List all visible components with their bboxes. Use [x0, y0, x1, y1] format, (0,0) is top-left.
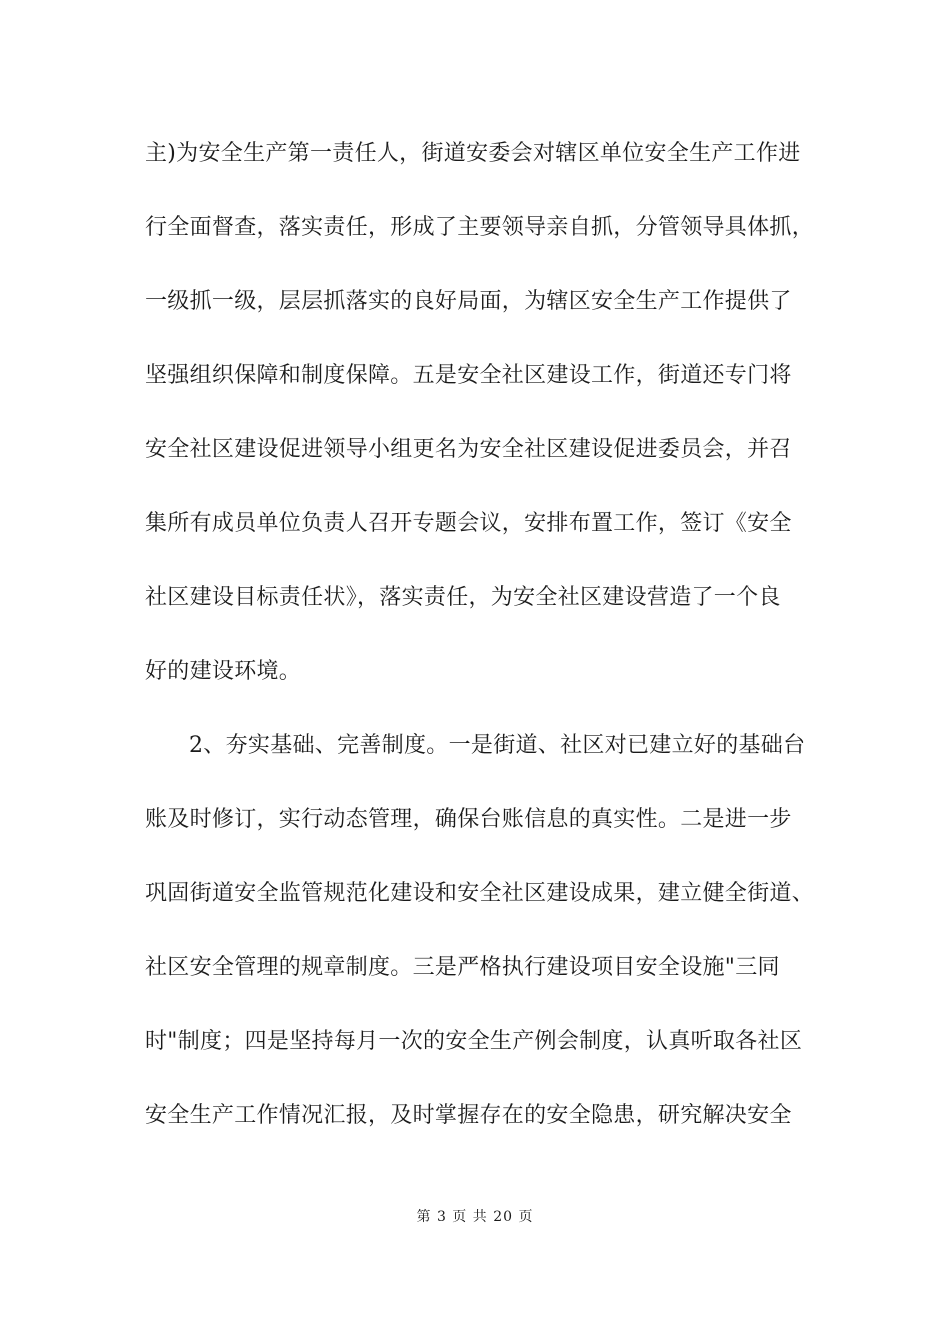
text-line: 一级抓一级，层层抓落实的良好局面，为辖区安全生产工作提供了: [145, 289, 792, 314]
text-line: 时"制度；四是坚持每月一次的安全生产例会制度，认真听取各社区: [145, 1029, 803, 1054]
text-line: 社区安全管理的规章制度。三是严格执行建设项目安全设施"三同: [145, 955, 780, 980]
text-line: 巩固街道安全监管规范化建设和安全社区建设成果，建立健全街道、: [145, 881, 815, 906]
text-line: 账及时修订，实行动态管理，确保台账信息的真实性。二是进一步: [145, 807, 792, 832]
text-line: 好的建设环境。: [145, 659, 302, 684]
text-line: 安全社区建设促进领导小组更名为安全社区建设促进委员会，并召: [145, 437, 792, 462]
paragraph-first-line: 2、夯实基础、完善制度。一是街道、社区对已建立好的基础台: [189, 733, 806, 758]
text-line: 社区建设目标责任状》，落实责任，为安全社区建设营造了一个良: [145, 585, 781, 610]
text-line: 行全面督查，落实责任，形成了主要领导亲自抓，分管领导具体抓，: [145, 215, 815, 240]
text-line: 坚强组织保障和制度保障。五是安全社区建设工作，街道还专门将: [145, 363, 792, 388]
text-line: 安全生产工作情况汇报，及时掌握存在的安全隐患，研究解决安全: [145, 1103, 792, 1128]
page-number-footer: 第 3 页 共 20 页: [416, 1209, 534, 1225]
text-line: 集所有成员单位负责人召开专题会议，安排布置工作，签订《安全: [145, 511, 792, 536]
text-line: 主)为安全生产第一责任人，街道安委会对辖区单位安全生产工作进: [145, 141, 801, 166]
body-text: [145, 131, 815, 1167]
